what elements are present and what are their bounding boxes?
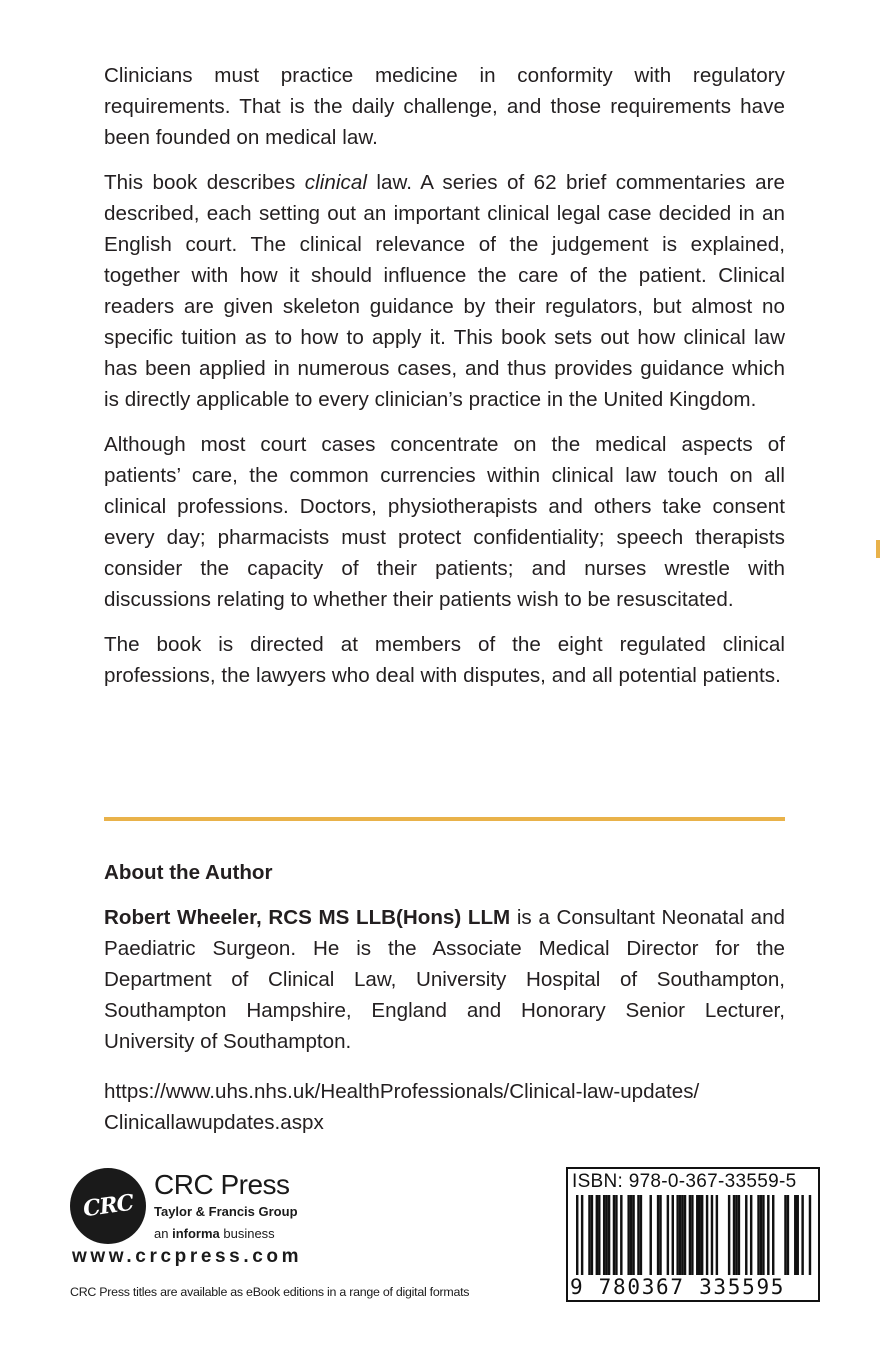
barcode-bar [605,1195,607,1275]
barcode-bar [696,1195,698,1275]
url-line-1[interactable]: https://www.uhs.nhs.uk/HealthProfessionals/Clinical-law-updates/ [104,1080,700,1103]
barcode-bar [620,1195,622,1275]
barcode-bar [691,1195,693,1275]
url-line-2[interactable]: Clinicallawupdates.aspx [104,1111,324,1134]
barcode-bar [772,1195,774,1275]
barcode-bar [733,1195,735,1275]
blurb-paragraph-3: Although most court cases concentrate on the medical aspects of patients’ care, the common currencies within clinical law touch on all clinical professions. Doctors, physiotherapists and others take consent every day; pharmacists must protect confidentiality; speech therapists consider the capacity of their patients; and nurses wrestle with discussions relating to whether their patients wish to be resuscitated. [104,433,785,611]
barcode-bar [767,1195,769,1275]
barcode-bar [750,1195,752,1275]
barcode-bar [596,1195,598,1275]
barcode-bar [640,1195,642,1275]
informa-name: informa [172,1226,220,1241]
barcode-bar [627,1195,629,1275]
barcode-bar [794,1195,796,1275]
barcode-bar [657,1195,659,1275]
barcode-bar [716,1195,718,1275]
barcode-bar [735,1195,737,1275]
spine-edge-mark [876,540,880,558]
barcode-bar [588,1195,590,1275]
informa-prefix: an [154,1226,173,1241]
author-bio-text: is a Consultant Neonatal and Paediatric Surgeon. He is the Associate Medical Director for the Department of Clinical Law, University Hospital of Southampton, Southampton Hampshire, England and Honorary Senior Lecturer, University of Southampton. [104,906,786,1053]
publisher-informa-line [154,1226,275,1241]
barcode-bar [699,1195,701,1275]
section-divider [104,817,785,821]
barcode-bar [679,1195,681,1275]
barcode-bar [757,1195,759,1275]
barcode-bar [632,1195,634,1275]
blurb-p2-start: This book describes [104,171,305,194]
barcode-bar [801,1195,803,1275]
barcode-bar [630,1195,632,1275]
isbn-label: ISBN: 978-0-367-33559-5 [572,1171,797,1192]
blurb-p2-rest: law. A series of 62 brief commentaries are described, each setting out an important clinical legal case decided in an English court. The clinical relevance of the judgement is explained, together with how it should influence the care of the patient. Clinical readers are given skeleton guidance by their regulators, but almost no specific tuition as to how to apply it. This book sets out how clinical law has been applied in numerous cases, and thus provides guidance which is directly applicable to every clinician’s practice in the United Kingdom. [104,171,785,411]
barcode-bar [659,1195,661,1275]
barcode-bar [615,1195,617,1275]
barcode-bar [745,1195,747,1275]
barcode-bar [637,1195,639,1275]
barcode-bar [762,1195,764,1275]
blurb-paragraph-2 [104,167,785,415]
barcode-bar [603,1195,605,1275]
barcode-bar [689,1195,691,1275]
author-bio [104,902,785,1057]
publisher-website[interactable]: www.crcpress.com [72,1246,303,1267]
barcode-bar [681,1195,683,1275]
barcode-bar [711,1195,713,1275]
barcode-bar [667,1195,669,1275]
barcode-bar [598,1195,600,1275]
barcode-bar [760,1195,762,1275]
barcode-bar [672,1195,674,1275]
publisher-group: Taylor & Francis Group [154,1204,298,1219]
barcode-bar [706,1195,708,1275]
barcode-bar [591,1195,593,1275]
barcode-bar [797,1195,799,1275]
crc-logo-text: CRC [81,1189,135,1223]
barcode-bar [613,1195,615,1275]
crc-logo [70,1168,146,1244]
barcode-bar [738,1195,740,1275]
barcode-bar [608,1195,610,1275]
about-author-heading: About the Author [104,861,273,884]
barcode-bar [787,1195,789,1275]
barcode-bar [684,1195,686,1275]
barcode-bars [568,1193,818,1277]
isbn-barcode [566,1167,820,1302]
barcode-bar [581,1195,583,1275]
barcode-bar [784,1195,786,1275]
barcode-bar [701,1195,703,1275]
blurb-paragraph-4: The book is directed at members of the eight regulated clinical professions, the lawyers who deal with disputes, and all potential patients. [104,633,785,687]
clinical-law-url[interactable] [104,1076,794,1138]
ebook-note: CRC Press titles are available as eBook editions in a range of digital formats [70,1285,470,1299]
blurb-section [104,60,785,705]
barcode-bar [728,1195,730,1275]
barcode-bar [676,1195,678,1275]
barcode-bar [809,1195,811,1275]
barcode-digits: 9 780367 335595 [570,1275,816,1299]
blurb-paragraph-1: Clinicians must practice medicine in conformity with regulatory requirements. That is the daily challenge, and those requirements have been founded on medical law. [104,64,785,149]
barcode-bar [650,1195,652,1275]
blurb-p2-emphasis: clinical [304,171,367,194]
author-name: Robert Wheeler, RCS MS LLB(Hons) LLM [104,906,511,929]
barcode-bar [576,1195,578,1275]
informa-suffix: business [219,1226,275,1241]
publisher-name: CRC Press [154,1169,290,1200]
